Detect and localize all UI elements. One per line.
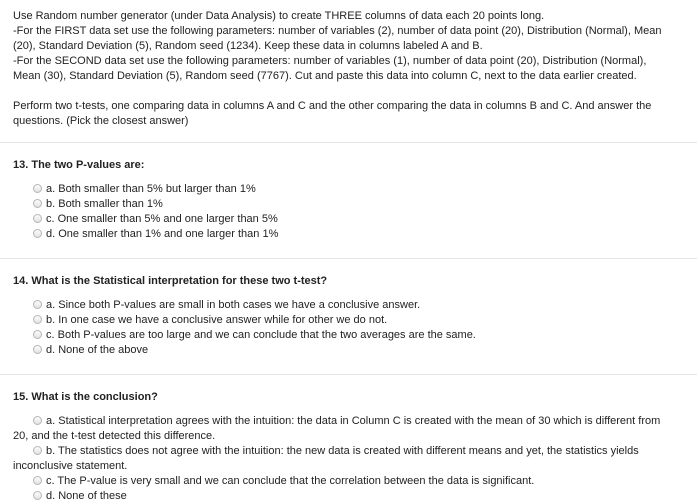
question-13	[13, 158, 685, 242]
divider	[0, 142, 697, 143]
radio-button[interactable]	[33, 416, 42, 425]
radio-button[interactable]	[33, 184, 42, 193]
answer-option-c[interactable]	[33, 328, 685, 343]
answer-option-d[interactable]	[13, 489, 685, 504]
question-title: 15. What is the conclusion?	[13, 391, 158, 403]
question-15	[13, 390, 685, 504]
option-label: b. The statistics does not agree with the intuition: the new data is created with different means and yet, the statistics yields	[46, 445, 639, 457]
answer-options	[13, 414, 685, 504]
instruction-line: -For the FIRST data set use the following parameters: number of variables (2), number of data point (20), Distribution (Normal), Mean	[13, 25, 662, 37]
option-label-continued: 20, and the t-test detected this difference.	[13, 430, 216, 442]
option-label-continued: inconclusive statement.	[13, 460, 128, 472]
question-title: 14. What is the Statistical interpretation for these two t-test?	[13, 275, 328, 287]
radio-button[interactable]	[33, 476, 42, 485]
option-label: a. Both smaller than 5% but larger than 1%	[46, 183, 256, 195]
radio-button[interactable]	[33, 315, 42, 324]
radio-button[interactable]	[33, 330, 42, 339]
radio-button[interactable]	[33, 199, 42, 208]
answer-option-d[interactable]	[33, 343, 685, 358]
instruction-line: Use Random number generator (under Data Analysis) to create THREE columns of data each 20 points long.	[13, 10, 545, 22]
divider	[0, 258, 697, 259]
answer-option-b[interactable]	[33, 313, 685, 328]
radio-button[interactable]	[33, 214, 42, 223]
answer-option-a[interactable]	[13, 414, 685, 444]
radio-button[interactable]	[33, 300, 42, 309]
option-label: c. Both P-values are too large and we can conclude that the two averages are the same.	[46, 329, 476, 341]
answer-options	[13, 182, 685, 242]
option-label: b. In one case we have a conclusive answer while for other we do not.	[46, 314, 388, 326]
instruction-line: (20), Standard Deviation (5), Random seed (1234). Keep these data in columns labeled A and B.	[13, 40, 483, 52]
question-title: 13. The two P-values are:	[13, 159, 145, 171]
radio-button[interactable]	[33, 491, 42, 500]
divider	[0, 374, 697, 375]
answer-option-d[interactable]	[33, 227, 685, 242]
answer-options	[13, 298, 685, 358]
option-label: a. Since both P-values are small in both cases we have a conclusive answer.	[46, 299, 421, 311]
question-14	[13, 274, 685, 358]
answer-option-b[interactable]	[13, 444, 685, 474]
option-label: d. None of the above	[46, 344, 149, 356]
perform-instruction: Perform two t-tests, one comparing data in columns A and C and the other comparing the data in columns B and C. And answer the	[13, 100, 652, 112]
option-label: c. One smaller than 5% and one larger than 5%	[46, 213, 278, 225]
answer-option-a[interactable]	[33, 298, 685, 313]
instructions	[13, 9, 685, 129]
radio-button[interactable]	[33, 345, 42, 354]
answer-option-a[interactable]	[33, 182, 685, 197]
option-label: d. One smaller than 1% and one larger than 1%	[46, 228, 279, 240]
instruction-line: -For the SECOND data set use the following parameters: number of variables (1), number of data point (20), Distribution (Normal),	[13, 55, 647, 67]
answer-option-c[interactable]	[33, 212, 685, 227]
answer-option-b[interactable]	[33, 197, 685, 212]
option-label: b. Both smaller than 1%	[46, 198, 163, 210]
instruction-line: Mean (30), Standard Deviation (5), Random seed (7767). Cut and paste this data into column C, next to the data earlier created.	[13, 70, 637, 82]
radio-button[interactable]	[33, 446, 42, 455]
option-label: a. Statistical interpretation agrees with the intuition: the data in Column C is created with the mean of 30 which is different from	[46, 415, 661, 427]
quiz-page	[13, 9, 685, 504]
option-label: d. None of these	[46, 490, 127, 502]
radio-button[interactable]	[33, 229, 42, 238]
answer-option-c[interactable]	[13, 474, 685, 489]
option-label: c. The P-value is very small and we can conclude that the correlation between the data is significant.	[46, 475, 535, 487]
perform-instruction: questions. (Pick the closest answer)	[13, 115, 189, 127]
